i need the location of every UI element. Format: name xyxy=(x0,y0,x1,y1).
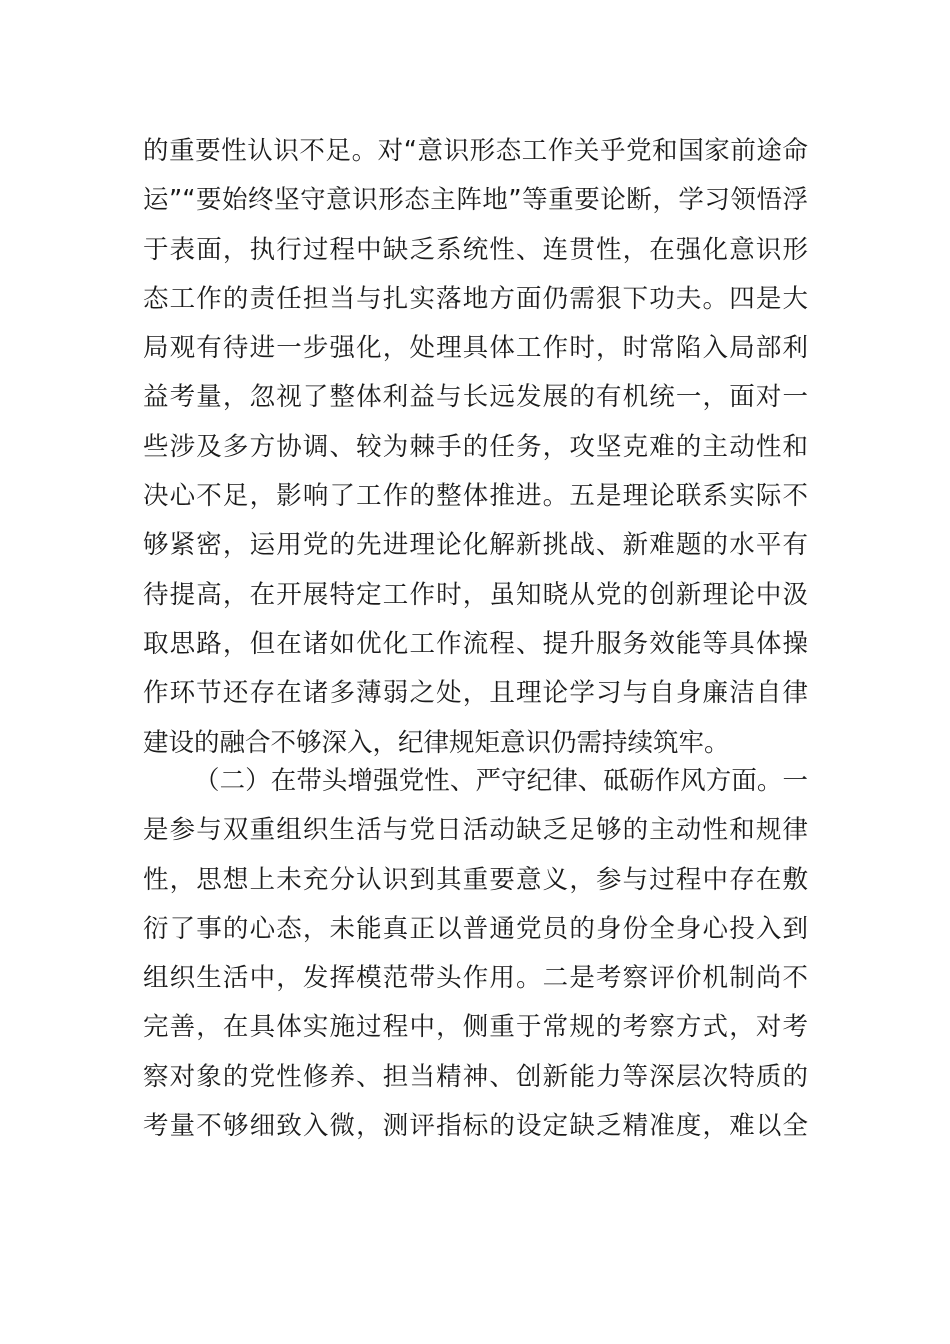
text-line: 察对象的党性修养、担当精神、创新能力等深层次特质的 xyxy=(143,1061,808,1092)
text-line: 态工作的责任担当与扎实落地方面仍需狠下功夫。四是大 xyxy=(143,283,808,314)
text-line: 益考量，忽视了整体利益与长远发展的有机统一，面对一 xyxy=(143,382,808,413)
text-line: 取思路，但在诸如优化工作流程、提升服务效能等具体操 xyxy=(143,628,808,659)
text-line: 运”“要始终坚守意识形态主阵地”等重要论断，学习领悟浮 xyxy=(143,185,808,216)
paragraph-continued xyxy=(143,127,808,768)
text-line: 的重要性认识不足。对“意识形态工作关乎党和国家前途命 xyxy=(143,136,808,166)
paragraph-section-two xyxy=(143,757,808,1151)
text-line: 完善，在具体实施过程中，侧重于常规的考察方式，对考 xyxy=(143,1012,808,1043)
text-line: 考量不够细致入微，测评指标的设定缺乏精准度，难以全 xyxy=(143,1111,808,1142)
text-line: 衍了事的心态，未能真正以普通党员的身份全身心投入到 xyxy=(143,913,808,944)
text-line: 是参与双重组织生活与党日活动缺乏足够的主动性和规律 xyxy=(143,815,808,846)
section-heading-line: （二）在带头增强党性、严守纪律、砥砺作风方面。一 xyxy=(194,766,808,796)
text-line: 待提高，在开展特定工作时，虽知晓从党的创新理论中汲 xyxy=(143,579,808,610)
text-line: 局观有待进一步强化，处理具体工作时，时常陷入局部利 xyxy=(143,333,808,364)
text-line: 作环节还存在诸多薄弱之处，且理论学习与自身廉洁自律 xyxy=(143,678,808,709)
text-line: 些涉及多方协调、较为棘手的任务，攻坚克难的主动性和 xyxy=(143,431,808,462)
text-line: 组织生活中，发挥模范带头作用。二是考察评价机制尚不 xyxy=(143,963,808,994)
text-line: 建设的融合不够深入，纪律规矩意识仍需持续筑牢。 xyxy=(143,727,730,758)
text-line: 性，思想上未充分认识到其重要意义，参与过程中存在敷 xyxy=(143,864,808,895)
text-line: 于表面，执行过程中缺乏系统性、连贯性，在强化意识形 xyxy=(143,234,808,265)
text-line: 决心不足，影响了工作的整体推进。五是理论联系实际不 xyxy=(143,481,808,512)
text-line: 够紧密，运用党的先进理论化解新挑战、新难题的水平有 xyxy=(143,530,808,561)
